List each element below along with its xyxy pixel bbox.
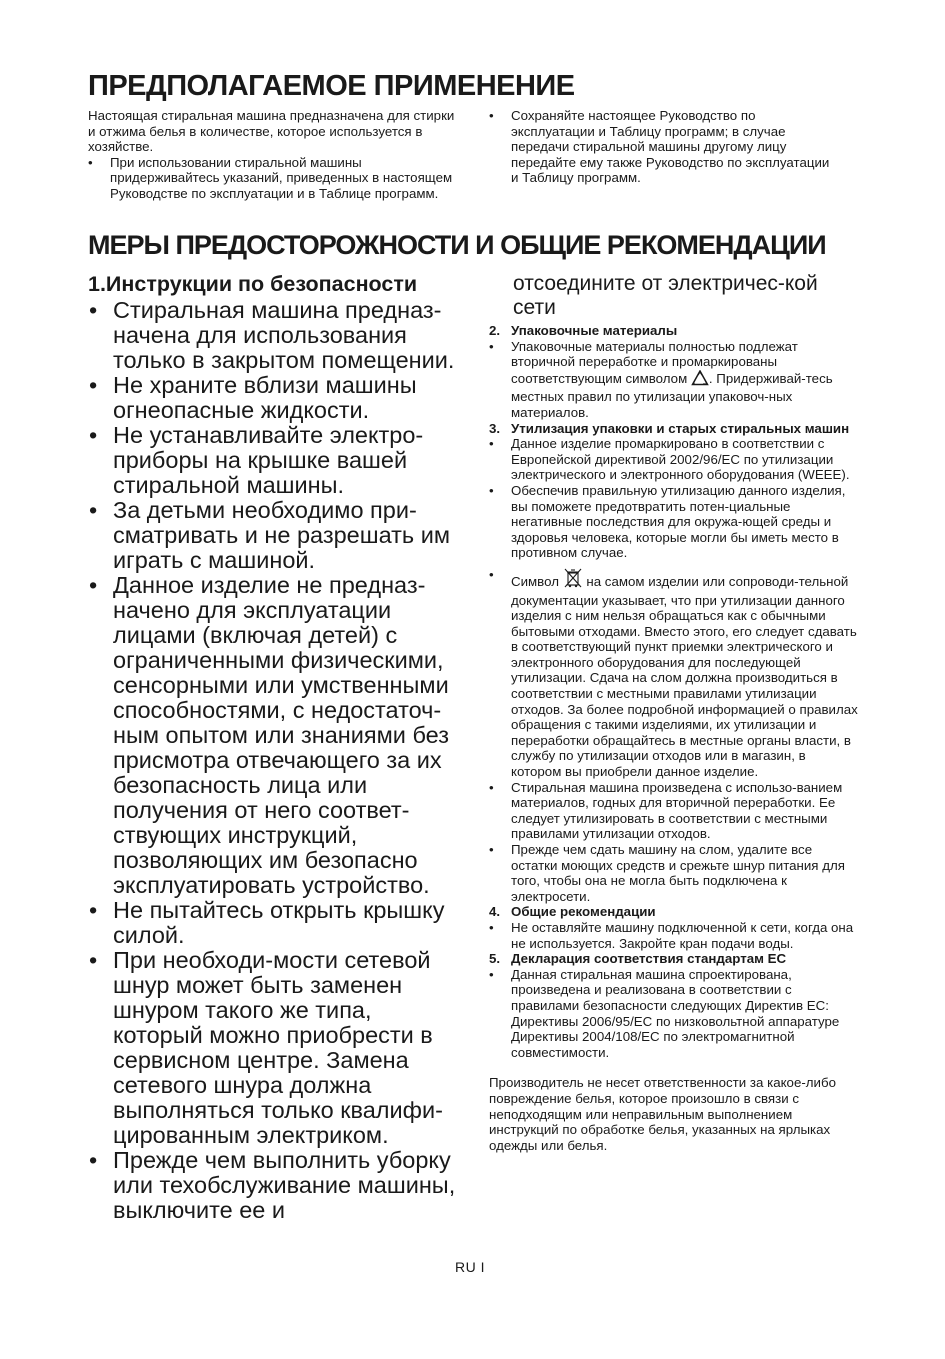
safety-list [88,298,460,1223]
list-item: • Стиральная машина предназ-начена для использования только в закрытом помещении. [89,297,455,373]
bullet-icon: • [489,108,494,123]
list-item: • Символ на самом изделии или сопроводи-тельной документации указывает, что при утилизации данного изделия с ним нельзя обращаться как с обычными бытовыми отходами. Вместо этого, его следует сдавать в соответствующий пункт приемки электрического и электронного оборудования для последующей утилизации. Сдача на слом должна производиться в соответствии с местными правилами утилизации отходов. За более подробной информацией о правилах обращения с такими изделиями, их утилизации и переработки обращайтесь в местные органы власти, в службу по утилизации отходов или в магазин, в котором вы приобрели данное изделие. [489,566,858,780]
list-item: • Прежде чем сдать машину на слом, удалите все остатки моющих средств и срежьте шнур питания для того, чтобы она не могла быть подключена к электросети. [489,842,845,904]
disposal-heading: 3. Утилизация упаковки и старых стиральных машин [489,420,850,436]
list-item: • Не храните вблизи машины огнеопасные жидкости. [89,372,417,423]
precautions-title: МЕРЫ ПРЕДОСТОРОЖНОСТИ И ОБЩИЕ РЕКОМЕНДАЦИИ [88,230,826,260]
list-item: • Стиральная машина произведена с использо-ванием материалов, годных для вторичной переработки. Ее следует утилизировать в соответствии с местными правилами утилизации отходов. [489,779,843,842]
list-item: • Не пытайтесь открыть крышку силой. [89,897,445,948]
intended-use-right-column [489,108,839,186]
declaration-heading: 5. Декларация соответствия стандартам ЕС [489,951,787,967]
intended-use-left-list [88,155,463,202]
safety-column [88,272,460,1223]
packaging-heading: 2. Упаковочные материалы [489,323,678,338]
crossed-bin-icon [563,567,583,593]
list-item: • При использовании стиральной машины придерживайтесь указаний, приведенных в настоящем Руководстве по эксплуатации и в Таблице программ. [88,154,453,201]
disclaimer-text: Производитель не несет ответственности за какое-либо повреждение белья, которое произошло в связи с неподходящим или неправильным выполнением инструкций по обработке белья, указанных на ярлыках одежды или белья. [489,1075,836,1153]
intended-use-intro: Настоящая стиральная машина предназначена для стирки и отжима белья в количестве, которое используется в хозяйстве. [88,108,455,155]
safety-continued-text: отсоедините от электричес-кой сети [513,272,818,319]
bullet-icon: • [89,947,98,973]
list-item: • За детьми необходимо при-сматривать и не разрешать им играть с машиной. [89,497,450,573]
bullet-icon: • [89,572,98,598]
intended-use-right-list [489,108,839,186]
bullet-icon: • [489,919,494,935]
list-item: • Не устанавливайте электро-приборы на крышке вашей стиральной машины. [89,422,424,498]
bullet-icon: • [88,154,93,170]
bullet-icon: • [89,372,98,398]
bullet-icon: • [489,842,494,857]
list-item: • Обеспечив правильную утилизацию данного изделия, вы поможете предотвратить потен-циальные негативные последствия для окружа-ющей среды и здоровья человека, которые могли бы иметь место в противном случае. [489,482,846,561]
disposal-list [489,436,859,904]
list-item: • Данное изделие промаркировано в соответствии с Европейской директивой 2002/96/ЕС по утилизации электрического и электронного оборудования (WEEE). [489,436,850,483]
list-item: • Сохраняйте настоящее Руководство по эксплуатации и Таблицу программ; в случае передачи стиральной машины другому лицу передайте ему также Руководство по эксплуатации и Таблицу программ. [489,108,830,186]
page-number: RU I [455,1259,485,1275]
bullet-icon: • [89,297,98,323]
recycle-icon [691,370,709,390]
list-item: • Прежде чем выполнить уборку или техобслуживание машины, выключите ее и [89,1147,456,1223]
bullet-icon: • [489,779,494,795]
list-item: • Данная стиральная машина спроектирована, произведена и реализована в соответствии с правилами безопасности следующих Директив ЕС: Директивы 2006/95/ЕС по низковольтной аппаратуре Директивы 2004/108/ЕС по электромагнитной совместимости. [489,966,840,1060]
bullet-icon: • [89,497,98,523]
intended-use-title: ПРЕДПОЛАГАЕМОЕ ПРИМЕНЕНИЕ [88,70,575,102]
list-item: • Упаковочные материалы полностью подлежат вторичной переработке и промаркированы соответствующим символом . Придерживай-тесь местных правил по утилизации упаковоч-ных материалов. [489,338,833,420]
bullet-icon: • [89,1147,98,1173]
bullet-icon: • [89,422,98,448]
bullet-icon: • [489,482,494,498]
list-item: • При необходи-мости сетевой шнур может быть заменен шнуром такого же типа, который можно приобрести в сервисном центре. Замена сетевого шнура должна выполняться только квалифи-цированным электриком. [89,947,443,1148]
declaration-list [489,967,859,1061]
general-heading: 4. Общие рекомендации [489,904,656,920]
list-item: • Не оставляйте машину подключенной к сети, когда она не используется. Закройте кран подачи воды. [489,919,854,951]
bullet-icon: • [89,897,98,923]
bullet-icon: • [489,436,494,452]
list-item: • Данное изделие не предназ-начено для эксплуатации лицами (включая детей) с ограниченными физическими, сенсорными или умственными способностями, с недостаточ-ным опытом или знаниями без присмотра отвечающего за их безопасность лица или получения от него соответ-ствующих инструкций, позволяющих им безопасно эксплуатировать устройство. [89,572,449,898]
safety-heading: 1.Инструкции по безопасности [88,272,418,296]
general-list [489,920,859,951]
intended-use-left-column [88,108,463,202]
bullet-icon: • [489,338,494,354]
recommendations-column [489,272,859,1153]
bullet-icon: • [489,566,494,582]
bullet-icon: • [489,966,494,982]
packaging-list [489,339,859,421]
